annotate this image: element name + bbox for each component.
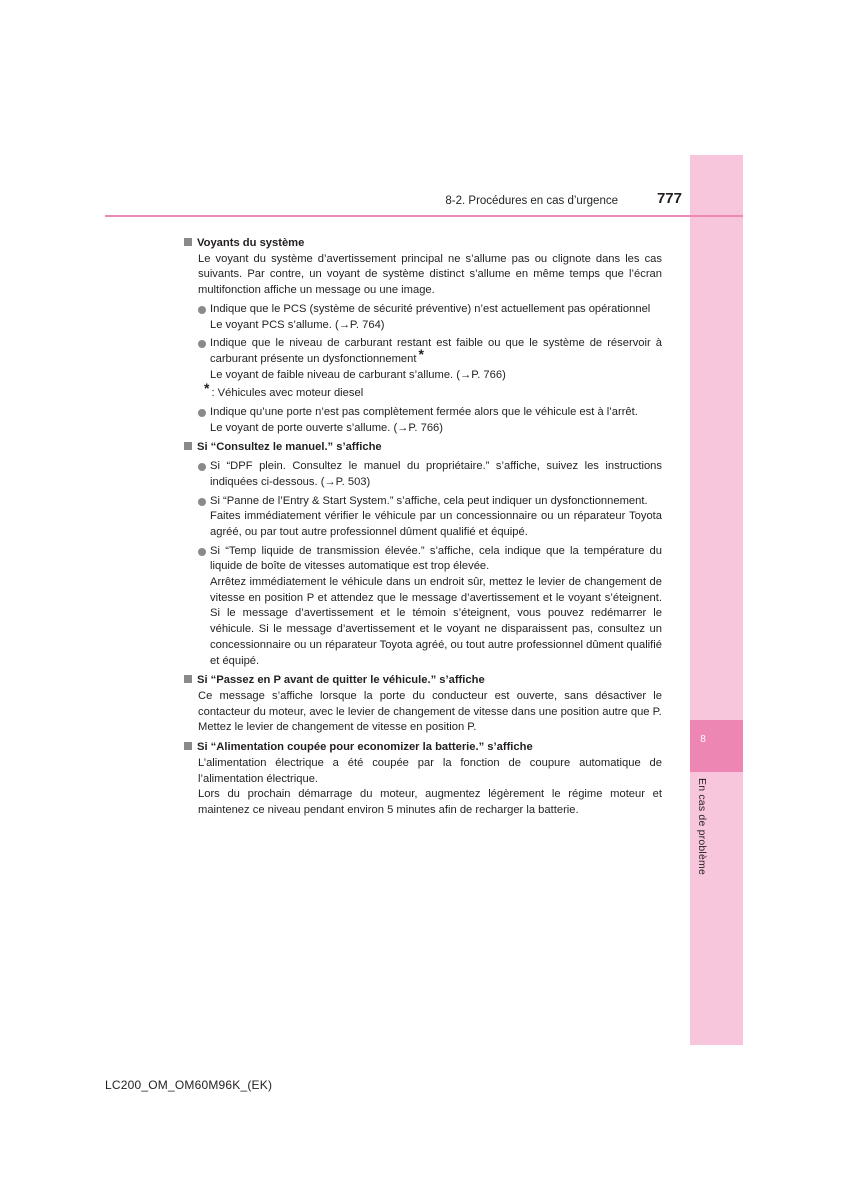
header-rule bbox=[105, 215, 743, 217]
list-item bbox=[198, 494, 662, 541]
body-paragraph: L’alimentation électrique a été coupée par la fonction de coupure automatique de l’alimentation électrique. bbox=[198, 756, 662, 785]
document-code: LC200_OM_OM60M96K_(EK) bbox=[105, 1078, 273, 1092]
list-item bbox=[198, 459, 662, 490]
square-bullet-icon bbox=[184, 742, 192, 750]
item-text: Indique que le niveau de carburant restant est faible ou que le système de réservoir à carburant présente un dysfonctionnement * bbox=[210, 337, 662, 365]
body-paragraph: Mettez le levier de changement de vitesse en position P. bbox=[198, 721, 477, 734]
item-text: Faites immédiatement vérifier le véhicule par un concessionnaire ou un réparateur Toyota agréé, ou par tout autre professionnel dûment qualifié et équipé. bbox=[210, 510, 662, 538]
chapter-active-marker bbox=[690, 720, 743, 772]
round-bullet-icon bbox=[198, 340, 206, 348]
section-heading: Si “Passez en P avant de quitter le véhicule.” s’affiche bbox=[184, 673, 662, 689]
footnote: * : Véhicules avec moteur diesel bbox=[204, 380, 364, 400]
list-item bbox=[198, 302, 662, 333]
item-text: Indique qu’une porte n’est pas complètement fermée alors que le véhicule est à l’arrêt. bbox=[210, 406, 638, 419]
square-bullet-icon bbox=[184, 675, 192, 683]
section-heading: Voyants du système bbox=[184, 236, 662, 252]
section-heading: Si “Consultez le manuel.” s’affiche bbox=[184, 440, 662, 456]
item-text: Si “Temp liquide de transmission élevée.” s’affiche, cela indique que la température du liquide de boîte de vitesses automatique est trop élevée. bbox=[210, 544, 662, 573]
list-item bbox=[198, 336, 662, 383]
chapter-side-tab bbox=[690, 155, 743, 1045]
round-bullet-icon bbox=[198, 548, 206, 556]
list-item bbox=[198, 544, 662, 670]
section-title: 8-2. Procédures en cas d’urgence bbox=[445, 195, 618, 207]
square-bullet-icon bbox=[184, 238, 192, 246]
item-text: Le voyant de porte ouverte s’allume. (→P. 766) bbox=[210, 421, 443, 434]
item-text: Arrêtez immédiatement le véhicule dans un endroit sûr, mettez le levier de changement de vitesse en position P et attendez que le message d’avertissement et le voyant s’éteignent. Si le message d’avertissement et le témoin s’éteignent, vous pouvez redémarrer le véhicule. Si le message d’avertissement et le voyant ne disparaissent pas, consultez un concessionnaire ou un réparateur Toyota agréé, ou tout autre professionnel dûment qualifié et équipé. bbox=[210, 576, 662, 667]
asterisk-mark: * bbox=[204, 380, 210, 397]
item-text: Si “DPF plein. Consultez le manuel du propriétaire.” s’affiche, suivez les instructions indiquées ci-dessous. (→P. 503) bbox=[210, 460, 662, 488]
item-text: Indique que le PCS (système de sécurité préventive) n’est actuellement pas opérationnel bbox=[210, 302, 651, 315]
round-bullet-icon bbox=[198, 498, 206, 506]
chapter-title: En cas de problème bbox=[696, 778, 708, 875]
body-paragraph: Le voyant du système d’avertissement principal ne s’allume pas ou clignote dans les cas suivants. Par contre, un voyant de système distinct s’allume en même temps que l’écran multifonction affiche un message ou une image. bbox=[198, 252, 662, 297]
asterisk-mark: * bbox=[418, 345, 424, 362]
square-bullet-icon bbox=[184, 442, 192, 450]
section-heading: Si “Alimentation coupée pour economizer la batterie.” s’affiche bbox=[184, 740, 662, 756]
item-text: Le voyant PCS s’allume. (→P. 764) bbox=[210, 318, 385, 331]
page-number: 777 bbox=[656, 190, 682, 207]
body-paragraph: Ce message s’affiche lorsque la porte du conducteur est ouverte, sans désactiver le contacteur du moteur, avec le levier de changement de vitesse dans une position autre que P. bbox=[198, 689, 662, 718]
list-item bbox=[198, 405, 662, 436]
round-bullet-icon bbox=[198, 463, 206, 471]
chapter-number: 8 bbox=[700, 734, 706, 745]
round-bullet-icon bbox=[198, 306, 206, 314]
item-text: Si “Panne de l’Entry & Start System.” s’affiche, cela peut indiquer un dysfonctionnement. bbox=[210, 494, 648, 507]
item-text: Le voyant de faible niveau de carburant s’allume. (→P. 766) bbox=[210, 368, 506, 381]
round-bullet-icon bbox=[198, 409, 206, 417]
page-content bbox=[184, 236, 662, 819]
body-paragraph: Lors du prochain démarrage du moteur, augmentez légèrement le régime moteur et maintenez ce niveau pendant environ 5 minutes afin de recharger la batterie. bbox=[198, 788, 662, 816]
